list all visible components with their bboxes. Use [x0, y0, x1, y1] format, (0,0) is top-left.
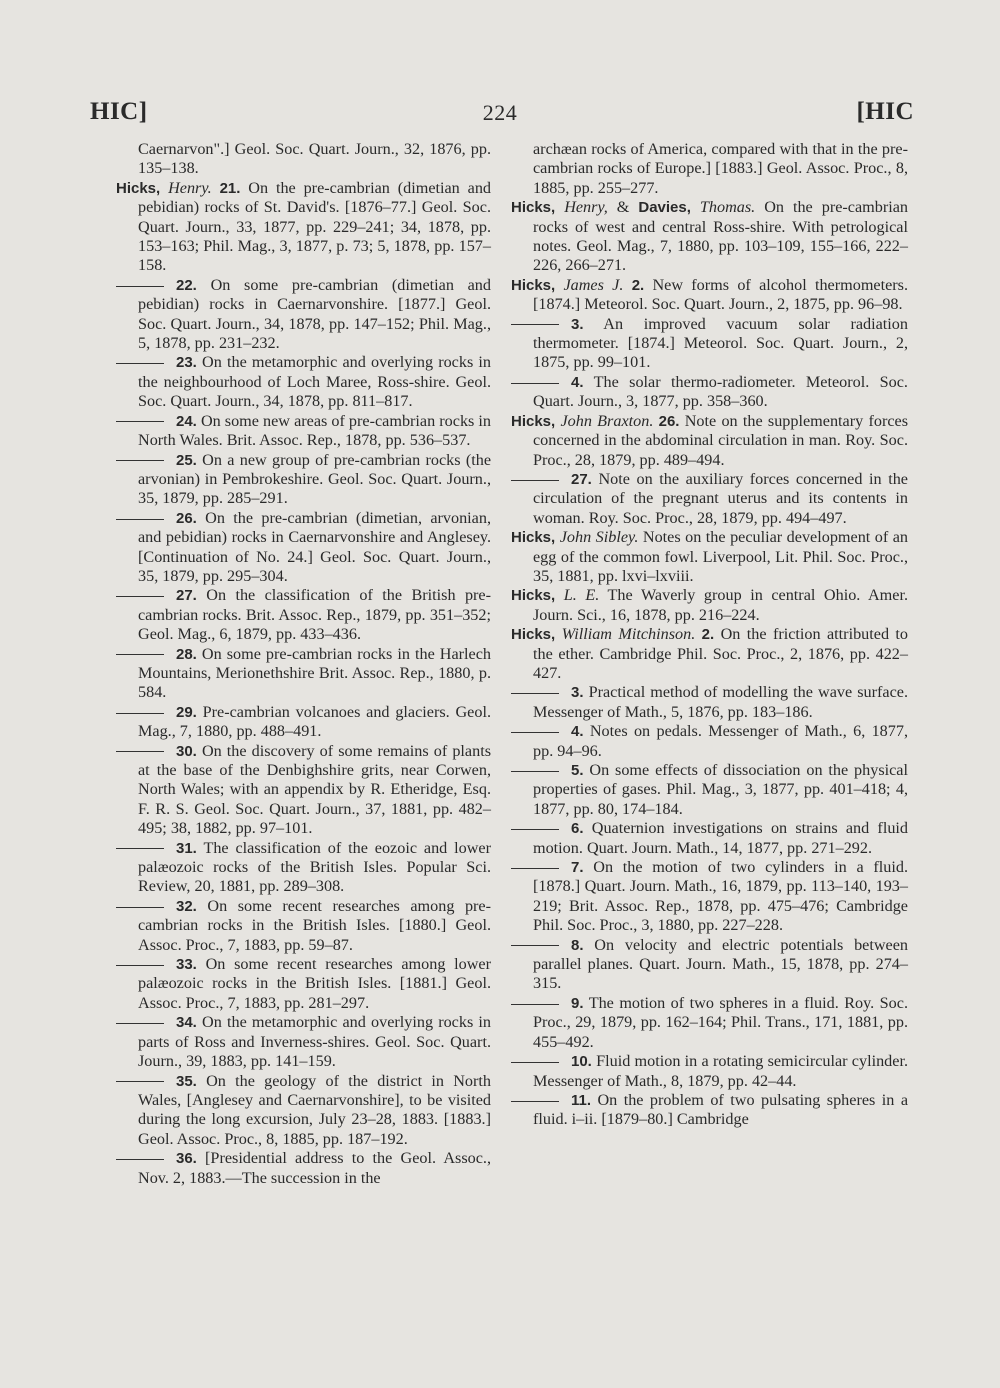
bibliography-entry: [116, 140, 491, 179]
entry-number: 35.: [176, 1072, 197, 1090]
ditto-rule: [116, 965, 164, 966]
entry-number: 10.: [571, 1053, 592, 1071]
left-column: [116, 140, 491, 1188]
coauthor-surname: Davies,: [638, 199, 691, 217]
entry-number: 21.: [219, 179, 241, 197]
entry-number: 3.: [571, 315, 584, 333]
bibliography-entry: [116, 645, 491, 703]
entry-text: Pre-cambrian volcanoes and glaciers. Geol. Mag., 7, 1880, pp. 488–491.: [138, 702, 491, 741]
entry-text: The Waverly group in central Ohio. Amer. Journ. Sci., 16, 1878, pp. 216–224.: [533, 586, 908, 624]
entry-number: 22.: [176, 276, 197, 294]
entry-number: 4.: [571, 373, 584, 391]
ditto-rule: [116, 460, 164, 461]
entry-text: Fluid motion in a rotating semicircular cylinder. Messenger of Math., 8, 1879, pp. 42–44.: [533, 1052, 909, 1090]
entry-number: 6.: [571, 820, 584, 838]
entry-number: 5.: [571, 762, 584, 779]
bibliography-entry: [511, 1052, 908, 1091]
entry-text: On a new group of pre-cambrian rocks (the arvonian) in Pembrokeshire. Geol. Soc. Quart. Journ., 35, 1879, pp. 285–291.: [138, 450, 492, 508]
bibliography-entry: [511, 470, 908, 528]
ditto-rule: [511, 771, 559, 772]
bibliography-entry: [511, 276, 908, 315]
ditto-rule: [511, 480, 559, 481]
entry-number: 3.: [571, 684, 584, 702]
bibliography-entry: [116, 1072, 491, 1150]
entry-number: 33.: [176, 956, 197, 974]
bibliography-entry: [511, 412, 908, 470]
bibliography-entry: [511, 586, 908, 625]
author-surname: Hicks,: [511, 412, 556, 430]
author-given-name: John Sibley.: [559, 528, 639, 547]
bibliography-entry: [511, 373, 908, 412]
ditto-rule: [116, 751, 164, 752]
bibliography-entry: [511, 936, 908, 994]
entry-number: 25.: [176, 451, 197, 469]
entry-number: 36.: [176, 1150, 197, 1168]
bibliography-entry: [116, 1149, 491, 1188]
entry-number: 26.: [658, 412, 680, 430]
bibliography-entry: [511, 722, 908, 761]
bibliography-entry: [116, 179, 491, 276]
ditto-rule: [116, 363, 164, 364]
author-surname: Hicks,: [511, 276, 556, 294]
entry-number: 31.: [176, 839, 197, 857]
author-surname: Hicks,: [116, 179, 161, 197]
right-column: [511, 140, 908, 1130]
bibliography-entry: [511, 819, 908, 858]
bibliography-entry: [511, 683, 908, 722]
ditto-rule: [511, 829, 559, 830]
entry-text: Note on the auxiliary forces concerned in the circulation of the pregnant uterus and its contents in woman. Roy. Soc. Proc., 28, 1879, pp. 494–497.: [533, 469, 908, 527]
entry-number: 7.: [571, 859, 584, 877]
ditto-rule: [116, 596, 164, 597]
bibliography-entry: [116, 742, 491, 839]
entry-text: Notes on the peculiar development of an egg of the common fowl. Liverpool, Lit. Phil. Soc. Proc., 35, 1881, pp. lxvi–lxviii.: [533, 528, 909, 585]
entry-number: 11.: [571, 1091, 592, 1109]
bibliography-entry: [511, 761, 908, 819]
ditto-rule: [116, 907, 164, 908]
bibliography-entry: [116, 586, 491, 644]
bibliography-entry: [116, 276, 491, 354]
author-surname: Hicks,: [511, 199, 556, 217]
entry-number: 4.: [571, 723, 584, 741]
entry-text: On the friction attributed to the ether. Cambridge Phil. Soc. Proc., 2, 1876, pp. 422–427.: [533, 625, 909, 682]
entry-text: archæan rocks of America, compared with that in the pre-cambrian rocks of Europe.] [1883.] Geol. Assoc. Proc., 8, 1885, pp. 255–277.: [533, 140, 908, 197]
bibliography-entry: [116, 353, 491, 411]
bibliography-entry: [511, 858, 908, 936]
bibliography-entry: [511, 528, 908, 586]
author-given-name: L. E.: [563, 586, 600, 605]
entry-text: On the discovery of some remains of plants at the base of the Denbighshire grits, near Corwen, North Wales; with an appendix by R. Etheridge, Esq. F. R. S. Geol. Soc. Quart. Journ., 37, 1881, pp. 482–495; 38, 1882, pp. 97–101.: [138, 741, 491, 838]
ditto-rule: [511, 1004, 559, 1005]
bibliography-entry: [116, 509, 491, 587]
bibliography-entry: [116, 703, 491, 742]
entry-number: 27.: [571, 470, 592, 488]
author-surname: Hicks,: [511, 529, 556, 547]
entry-number: 30.: [176, 742, 197, 760]
coauthor-given-name: Thomas.: [699, 198, 756, 217]
entry-text: On the pre-cambrian (dimetian and pebidian) rocks of St. David's. [1876–77.] Geol. Soc. Quart. Journ., 33, 1877, pp. 229–241; 34, 1878, pp. 153–163; Phil. Mag., 3, 1877, p. 73; 5, 1878, pp. 157–158.: [138, 178, 492, 275]
entry-text: The classification of the eozoic and lower palæozoic rocks of the British Isles. Popular Sci. Review, 20, 1881, pp. 289–308.: [138, 838, 491, 896]
entry-text: [Presidential address to the Geol. Assoc., Nov. 2, 1883.—The succession in the: [138, 1149, 491, 1187]
ditto-rule: [116, 713, 164, 714]
entry-text: On some recent researches among pre-cambrian rocks in the British Isles. [1880.] Geol. Assoc. Proc., 7, 1883, pp. 59–87.: [138, 896, 491, 954]
entry-text: Caernarvon".] Geol. Soc. Quart. Journ., 32, 1876, pp. 135–138.: [138, 140, 491, 178]
ditto-rule: [116, 519, 164, 520]
entry-text: Quaternion investigations on strains and fluid motion. Quart. Journ. Math., 14, 1877, pp. 271–292.: [533, 819, 909, 857]
author-surname: Hicks,: [511, 626, 556, 644]
entry-number: 24.: [176, 412, 197, 430]
author-given-name: Henry,: [564, 198, 608, 217]
entry-text: The solar thermo-radiometer. Meteorol. Soc. Quart. Journ., 3, 1877, pp. 358–360.: [533, 372, 908, 411]
bibliography-entry: [116, 412, 491, 451]
entry-text: Note on the supplementary forces concerned in the abdominal circulation in man. Roy. Soc. Proc., 28, 1879, pp. 489–494.: [533, 411, 908, 469]
entry-text: On the metamorphic and overlying rocks in parts of Ross and Inverness-shires. Geol. Soc. Quart. Journ., 39, 1883, pp. 141–159.: [138, 1013, 492, 1071]
ditto-rule: [511, 732, 559, 733]
entry-number: 2.: [631, 276, 645, 294]
entry-number: 26.: [176, 509, 197, 527]
ditto-rule: [511, 693, 559, 694]
entry-number: 28.: [176, 645, 197, 663]
bibliography-entry: [511, 198, 908, 276]
entry-text: On some recent researches among lower palæozoic rocks in the British Isles. [1881.] Geol. Assoc. Proc., 7, 1883, pp. 281–297.: [138, 955, 492, 1012]
bibliography-entry: [116, 955, 491, 1013]
entry-text: On the pre-cambrian (dimetian, arvonian, and pebidian) rocks in Caernarvonshire and Anglesey. [Continuation of No. 24.] Geol. Soc. Quart. Journ., 35, 1879, pp. 295–304.: [138, 508, 491, 585]
ditto-rule: [511, 1062, 559, 1063]
ditto-rule: [511, 868, 559, 869]
bibliography-entry: [511, 140, 908, 198]
entry-number: 29.: [176, 703, 197, 721]
ditto-rule: [511, 324, 559, 325]
entry-number: 8.: [571, 936, 584, 954]
entry-text: On some pre-cambrian (dimetian and pebidian) rocks in Caernarvonshire. [1877.] Geol. Soc. Quart. Journ., 34, 1878, pp. 147–152; Phil. Mag., 5, 1878, pp. 231–232.: [138, 275, 491, 353]
entry-text: On velocity and electric potentials between parallel planes. Quart. Journ. Math., 15, 1878, pp. 274–315.: [533, 935, 908, 993]
running-head-left: HIC]: [90, 98, 148, 125]
entry-text: On the motion of two cylinders in a fluid. [1878.] Quart. Journ. Math., 16, 1879, pp. 113–140, 193–219; Brit. Assoc. Rep., 1878, pp. 475–476; Cambridge Phil. Soc. Proc., 3, 1880, pp. 227–228.: [533, 858, 908, 935]
ampersand: &: [616, 198, 630, 217]
ditto-rule: [116, 1023, 164, 1024]
entry-text: On some effects of dissociation on the physical properties of gases. Phil. Mag., 3, 1877, pp. 401–418; 4, 1877, pp. 80, 174–184.: [533, 761, 908, 818]
ditto-rule: [116, 1081, 164, 1082]
entry-text: On the problem of two pulsating spheres in a fluid. i–ii. [1879–80.] Cambridge: [533, 1090, 908, 1129]
entry-text: New forms of alcohol thermometers. [1874.] Meteorol. Soc. Quart. Journ., 2, 1875, pp. 96–98.: [533, 275, 909, 314]
entry-number: 23.: [176, 354, 197, 372]
bibliography-entry: [511, 625, 908, 683]
entry-text: Practical method of modelling the wave surface. Messenger of Math., 5, 1876, pp. 183–186.: [533, 683, 909, 721]
bibliography-entry: [116, 451, 491, 509]
author-given-name: James J.: [563, 275, 624, 294]
bibliography-entry: [511, 1091, 908, 1130]
entry-number: 32.: [176, 897, 197, 915]
entry-number: 34.: [176, 1014, 197, 1032]
ditto-rule: [511, 383, 559, 384]
page-number: 224: [482, 100, 518, 125]
running-head-right: [HIC: [856, 98, 914, 125]
author-given-name: Henry.: [168, 178, 212, 197]
entry-text: On the pre-cambrian rocks of west and central Ross-shire. With petrological notes. Geol. Mag., 7, 1880, pp. 103–109, 155–166, 222–226, 266–271.: [533, 198, 909, 275]
entry-number: 9.: [571, 994, 584, 1012]
entry-text: An improved vacuum solar radiation thermometer. [1874.] Meteorol. Soc. Quart. Journ., 2, 1875, pp. 99–101.: [533, 314, 908, 372]
entry-text: On the classification of the British pre-cambrian rocks. Brit. Assoc. Rep., 1879, pp. 351–352; Geol. Mag., 6, 1879, pp. 433–436.: [138, 586, 492, 644]
entry-text: The motion of two spheres in a fluid. Roy. Soc. Proc., 29, 1879, pp. 162–164; Phil. Trans., 171, 1881, pp. 455–492.: [533, 993, 908, 1051]
ditto-rule: [116, 421, 164, 422]
author-surname: Hicks,: [511, 587, 556, 605]
entry-text: Notes on pedals. Messenger of Math., 6, 1877, pp. 94–96.: [533, 722, 908, 760]
author-given-name: William Mitchinson.: [561, 625, 696, 644]
bibliography-entry: [116, 839, 491, 897]
entry-number: 27.: [176, 587, 197, 605]
ditto-rule: [511, 1101, 559, 1102]
ditto-rule: [511, 945, 559, 946]
entry-text: On some pre-cambrian rocks in the Harlech Mountains, Merionethshire Brit. Assoc. Rep., 1880, p. 584.: [138, 644, 492, 702]
entry-text: On the geology of the district in North Wales, [Anglesey and Caernarvonshire], to be visited during the long excursion, July 23–28, 1883. [1883.] Geol. Assoc. Proc., 8, 1885, pp. 187–192.: [138, 1071, 491, 1148]
ditto-rule: [116, 848, 164, 849]
ditto-rule: [116, 1159, 164, 1160]
bibliography-entry: [511, 315, 908, 373]
ditto-rule: [116, 654, 164, 655]
author-given-name: John Braxton.: [560, 411, 654, 430]
entry-text: On the metamorphic and overlying rocks in the neighbourhood of Loch Maree, Ross-shire. Geol. Soc. Quart. Journ., 34, 1878, pp. 811–817.: [138, 353, 492, 411]
bibliography-entry: [511, 994, 908, 1052]
entry-text: On some new areas of pre-cambrian rocks in North Wales. Brit. Assoc. Rep., 1878, pp. 536–537.: [138, 411, 492, 450]
ditto-rule: [116, 286, 164, 287]
entry-number: 2.: [701, 626, 715, 644]
bibliography-entry: [116, 897, 491, 955]
bibliography-entry: [116, 1013, 491, 1071]
